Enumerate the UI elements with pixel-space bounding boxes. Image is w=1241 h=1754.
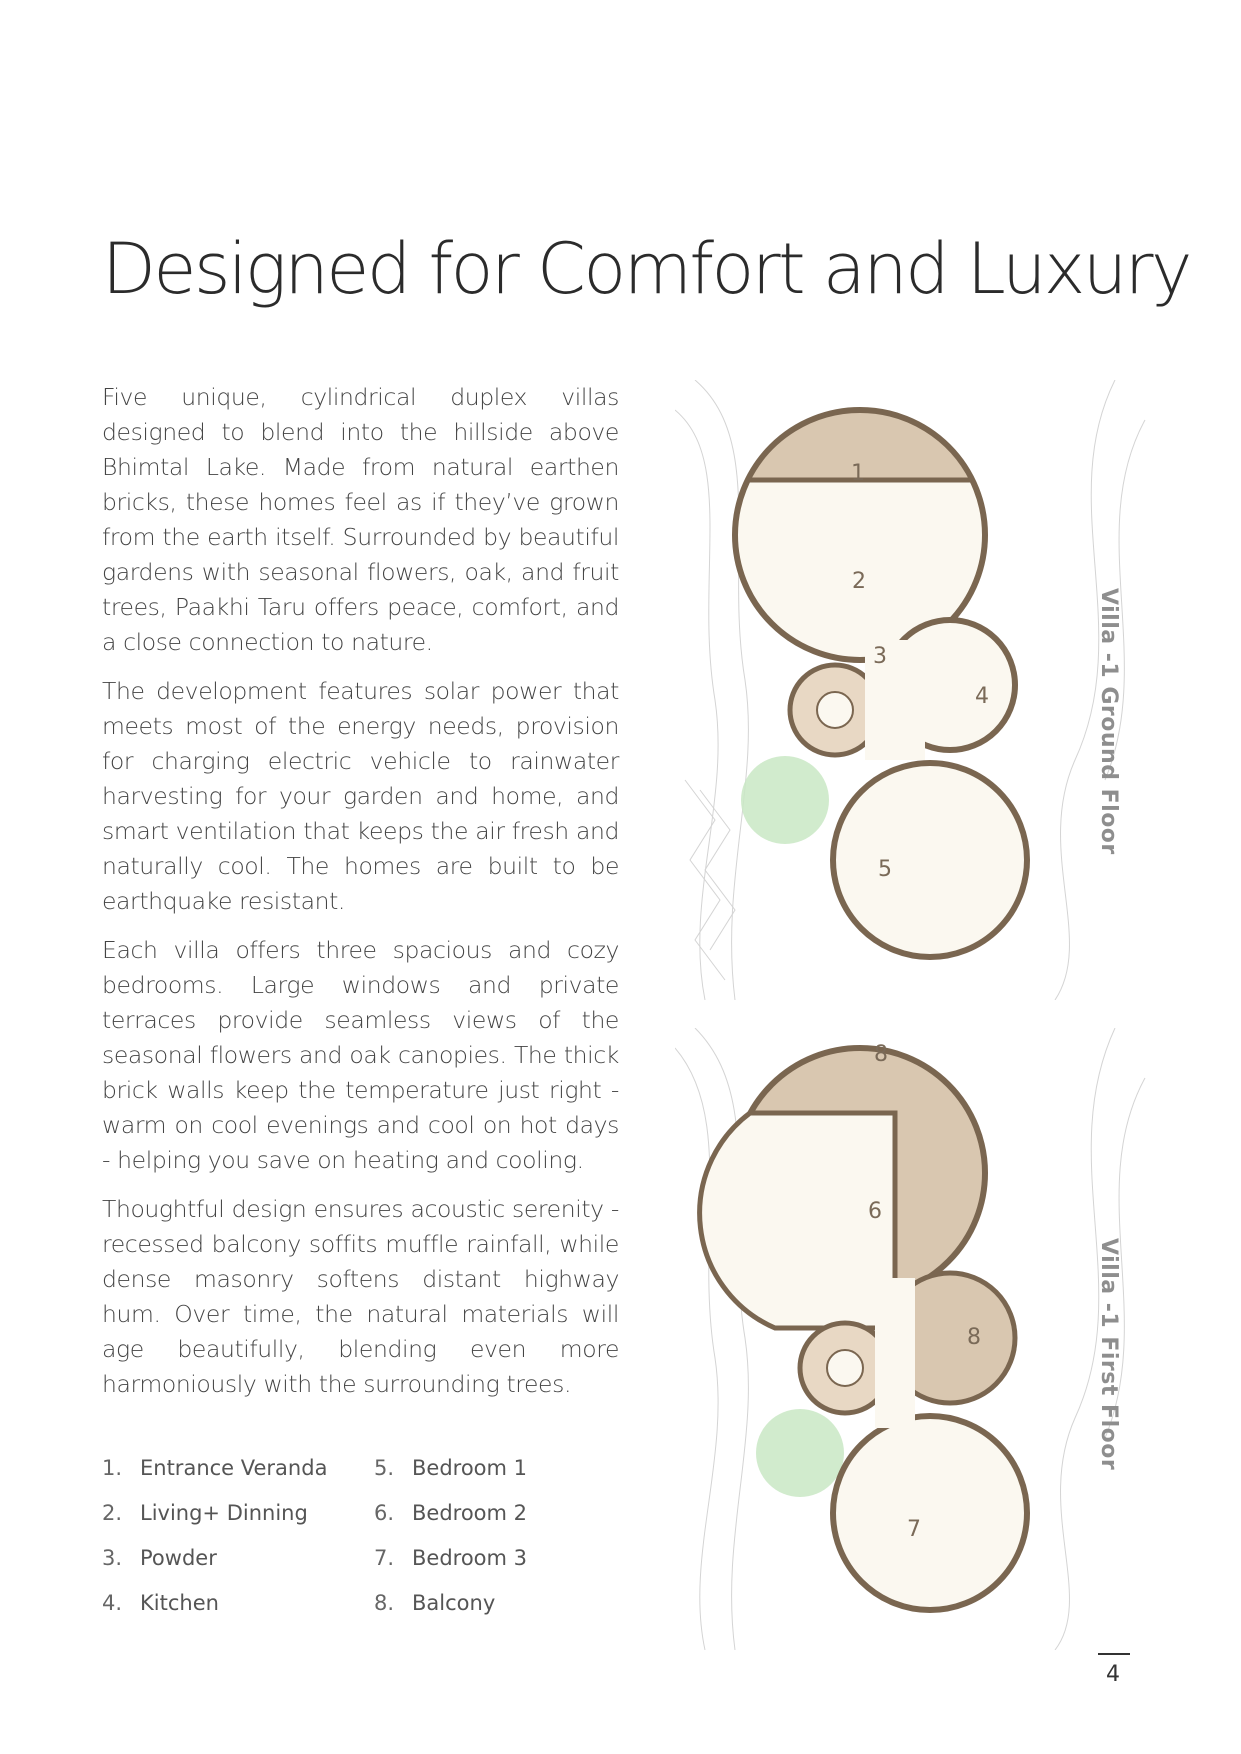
corridor <box>875 1278 915 1428</box>
bedroom-pod <box>833 763 1027 957</box>
paragraph-bedrooms: Each villa offers three spacious and cozy bedrooms. Large windows and private terraces provide seamless views of the seasonal flowers and oak canopies. The thick brick walls keep the temperature just right - warm on cool evenings and cool on hot days - helping you save on heating and cooling. <box>102 936 619 1174</box>
bedroom-pod <box>833 1416 1027 1610</box>
room-label: 5 <box>878 857 892 882</box>
first-floor-plan <box>675 1028 1155 1650</box>
page-title: Designed for Comfort and Luxury <box>102 228 1190 310</box>
room-label: 1 <box>851 461 865 486</box>
paragraph-acoustics: Thoughtful design ensures acoustic serenity - recessed balcony soffits muffle rainfall, while dense masonry softens distant highway hum. Over time, the natural materials will age beautifully, blending even more harmoniously with the surrounding trees. <box>102 1195 619 1398</box>
room-legend-right <box>374 1456 527 1636</box>
tree <box>756 1409 844 1497</box>
legend-item: 6. Bedroom 2 <box>374 1501 528 1525</box>
legend-item: 1. Entrance Veranda <box>102 1456 328 1480</box>
room-label: 4 <box>975 684 989 709</box>
room-label: 6 <box>868 1199 882 1224</box>
legend-item: 7. Bedroom 3 <box>374 1546 528 1570</box>
ground-floor-plan <box>675 380 1155 1000</box>
body-text <box>102 380 619 1416</box>
legend-item: 4. Kitchen <box>102 1591 219 1615</box>
first-floor-caption: Villa -1 First Floor <box>1096 1238 1121 1471</box>
legend-item: 5. Bedroom 1 <box>374 1456 528 1480</box>
room-legend-left <box>102 1456 327 1636</box>
paragraph-sustainability: The development features solar power that meets most of the energy needs, provision for charging electric vehicle to rainwater harvesting for your garden and home, and smart ventilation that keeps the air fresh and naturally cool. The homes are built to be earthquake resistant. <box>102 677 619 915</box>
paragraph-intro: Five unique, cylindrical duplex villas designed to blend into the hillside above Bhimtal Lake. Made from natural earthen bricks, these homes feel as if they’ve grown from the earth itself. Surrounded by beautiful gardens with seasonal flowers, oak, and fruit trees, Paakhi Taru offers peace, comfort, and a close connection to nature. <box>102 383 619 656</box>
room-label: 2 <box>852 569 866 594</box>
page-number: 4 <box>1106 1662 1120 1687</box>
room-label: 8 <box>967 1325 981 1350</box>
legend-item: 2. Living+ Dinning <box>102 1501 308 1525</box>
room-label: 3 <box>873 644 887 669</box>
page-number-rule <box>1098 1653 1130 1655</box>
ground-floor-caption: Villa -1 Ground Floor <box>1096 588 1121 855</box>
legend-item: 3. Powder <box>102 1546 217 1570</box>
room-label: 8 <box>874 1042 888 1067</box>
tree <box>741 756 829 844</box>
legend-item: 8. Balcony <box>374 1591 496 1615</box>
room-label: 7 <box>907 1517 921 1542</box>
